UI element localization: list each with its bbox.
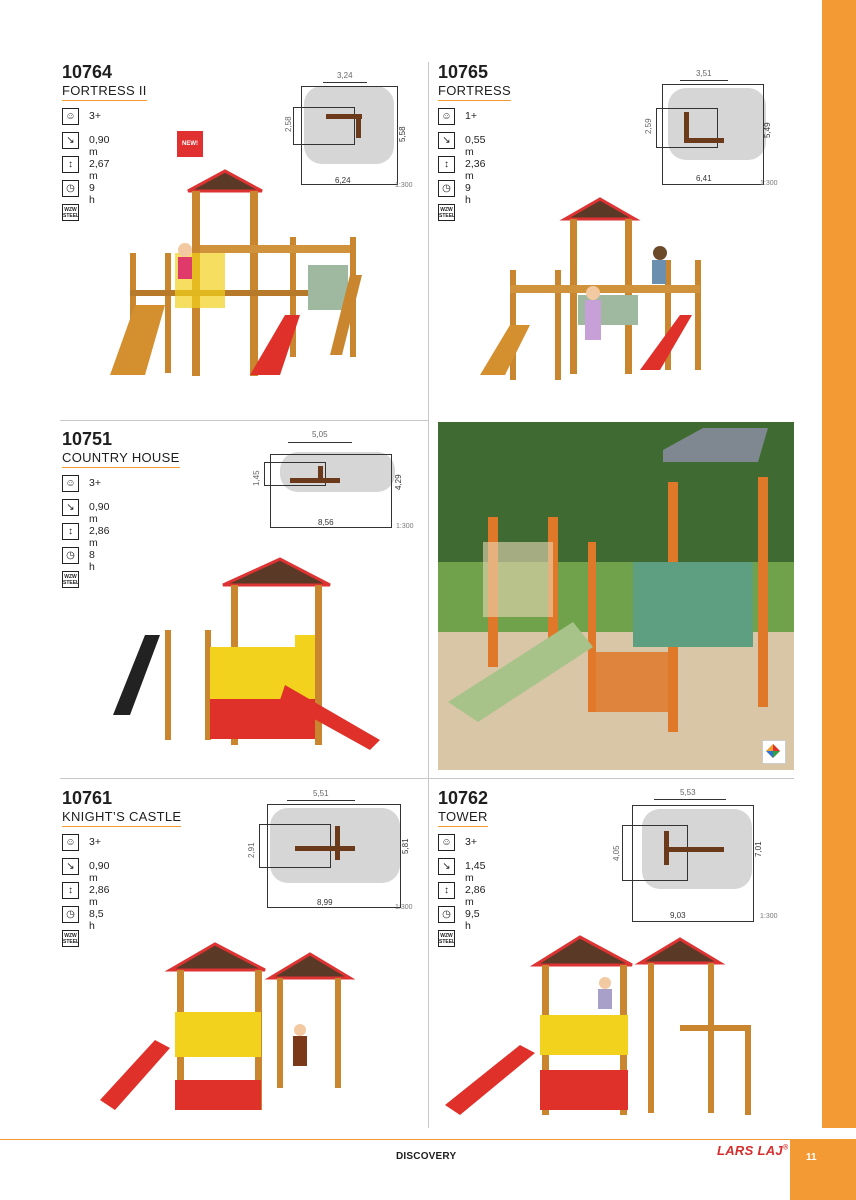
dim-top: 5,05 — [312, 430, 328, 439]
column-divider — [428, 62, 429, 1128]
product-code: 10765 — [438, 62, 489, 82]
age-value: 3+ — [465, 836, 477, 848]
section-title: DISCOVERY — [396, 1151, 457, 1162]
outer-box — [632, 805, 754, 922]
illustration-10762 — [440, 935, 770, 1125]
product-10765 — [438, 62, 511, 219]
install-time-value: 9 h — [465, 182, 471, 206]
structure-bottom — [295, 846, 355, 851]
product-10761 — [62, 788, 182, 945]
illustration-10765 — [470, 195, 720, 385]
plan-scale: 1:300 — [396, 523, 414, 530]
age-icon: ☺ — [62, 475, 79, 492]
dim-line-top — [288, 442, 352, 444]
fall-height-icon: ↘ — [62, 858, 79, 875]
plan-scale: 1:300 — [760, 913, 778, 920]
install-time-icon: ◷ — [62, 906, 79, 923]
playground-photo — [438, 422, 794, 770]
height-value: 2,86 m — [89, 525, 110, 549]
outer-box — [267, 804, 401, 908]
fall-height-value: 0,90 m — [89, 134, 110, 158]
install-time-icon: ◷ — [62, 180, 79, 197]
product-name: COUNTRY HOUSE — [62, 450, 180, 468]
height-icon: ↕ — [62, 156, 79, 173]
age-value: 3+ — [89, 836, 101, 848]
structure-side — [335, 826, 340, 860]
dim-left: 1,45 — [252, 470, 261, 486]
dim-left: 2,59 — [644, 118, 653, 134]
structure-bottom — [684, 138, 724, 143]
product-name: TOWER — [438, 809, 488, 827]
fall-height-icon: ↘ — [438, 858, 455, 875]
dim-bottom: 6,41 — [696, 174, 712, 183]
age-icon: ☺ — [62, 108, 79, 125]
material-icon: WZW STEEL — [62, 571, 79, 588]
install-time-value: 8 h — [89, 549, 95, 573]
plan-scale: 1:300 — [760, 180, 778, 187]
dim-top: 3,51 — [696, 69, 712, 78]
color-palette-icon — [762, 740, 786, 764]
fall-height-icon: ↘ — [438, 132, 455, 149]
height-icon: ↕ — [62, 523, 79, 540]
install-time-icon: ◷ — [438, 906, 455, 923]
material-icon: WZW STEEL — [438, 204, 455, 221]
material-icon: WZW STEEL — [62, 204, 79, 221]
dim-bottom: 8,56 — [318, 518, 334, 527]
product-name: FORTRESS — [438, 83, 511, 101]
brand-name: LARS LAJ — [717, 1143, 783, 1158]
dim-bottom: 8,99 — [317, 898, 333, 907]
height-icon: ↕ — [438, 882, 455, 899]
material-icon: WZW STEEL — [438, 930, 455, 947]
height-icon: ↕ — [438, 156, 455, 173]
page-number: 11 — [806, 1152, 817, 1163]
product-code: 10764 — [62, 62, 113, 82]
product-10762 — [438, 788, 489, 945]
dim-line-top — [680, 80, 728, 82]
install-time-value: 9,5 h — [465, 908, 480, 932]
fall-height-value: 0,90 m — [89, 860, 110, 884]
plan-scale: 1:300 — [395, 182, 413, 189]
height-value: 2,36 m — [465, 158, 486, 182]
dim-line-top — [287, 800, 355, 802]
dim-right: 4,29 — [394, 474, 403, 490]
product-code: 10751 — [62, 429, 113, 449]
new-badge: NEW! — [177, 131, 203, 157]
plan-10765 — [644, 68, 790, 193]
brand-mark: ® — [782, 1144, 789, 1152]
dim-right: 7,01 — [754, 841, 763, 857]
height-icon: ↕ — [62, 882, 79, 899]
plan-10751 — [250, 428, 425, 533]
dim-top: 3,24 — [337, 71, 353, 80]
plan-10762 — [612, 785, 792, 925]
plan-scale: 1:300 — [395, 904, 413, 911]
dim-left: 2,58 — [284, 116, 293, 132]
age-value: 3+ — [89, 110, 101, 122]
page-number-box — [790, 1139, 856, 1200]
outer-box — [270, 454, 392, 528]
structure-bottom — [290, 478, 340, 483]
fall-height-value: 1,45 m — [465, 860, 486, 884]
fall-height-icon: ↘ — [62, 499, 79, 516]
age-icon: ☺ — [438, 834, 455, 851]
structure-side — [356, 114, 361, 138]
product-name: FORTRESS II — [62, 83, 147, 101]
footer-rule — [0, 1139, 790, 1140]
dim-right: 5,81 — [401, 838, 410, 854]
dim-bottom: 9,03 — [670, 911, 686, 920]
dim-top: 5,53 — [680, 788, 696, 797]
product-name: KNIGHT’S CASTLE — [62, 809, 181, 827]
dim-left: 4,05 — [612, 845, 621, 861]
install-time-value: 9 h — [89, 182, 95, 206]
age-icon: ☺ — [438, 108, 455, 125]
illustration-10761 — [95, 940, 365, 1120]
product-code: 10762 — [438, 788, 489, 808]
dim-line-top — [323, 82, 367, 84]
install-time-icon: ◷ — [438, 180, 455, 197]
age-icon: ☺ — [62, 834, 79, 851]
product-10764 — [62, 62, 147, 219]
orange-sidebar — [822, 0, 856, 1128]
row-divider-2 — [60, 778, 794, 779]
install-time-value: 8,5 h — [89, 908, 104, 932]
fall-height-value: 0,90 m — [89, 501, 110, 525]
install-time-icon: ◷ — [62, 547, 79, 564]
product-10751 — [62, 429, 180, 586]
dim-right: 5,49 — [763, 122, 772, 138]
structure-bottom — [664, 847, 724, 852]
row-divider-1 — [60, 420, 428, 421]
height-value: 2,86 m — [465, 884, 486, 908]
brand-logo — [717, 1143, 788, 1158]
dim-right: 5,58 — [398, 126, 407, 142]
illustration-10764 — [100, 165, 380, 390]
product-code: 10761 — [62, 788, 113, 808]
structure-side — [318, 466, 323, 482]
illustration-10751 — [105, 555, 395, 755]
dim-top: 5,51 — [313, 789, 329, 798]
plan-10761 — [245, 786, 425, 916]
material-icon: WZW STEEL — [62, 930, 79, 947]
height-value: 2,67 m — [89, 158, 110, 182]
age-value: 3+ — [89, 477, 101, 489]
outer-box — [662, 84, 764, 185]
dim-bottom: 6,24 — [335, 176, 351, 185]
dim-line-top — [654, 799, 726, 801]
fall-height-icon: ↘ — [62, 132, 79, 149]
dim-left: 2,91 — [247, 842, 256, 858]
age-value: 1+ — [465, 110, 477, 122]
fall-height-value: 0,55 m — [465, 134, 486, 158]
height-value: 2,86 m — [89, 884, 110, 908]
